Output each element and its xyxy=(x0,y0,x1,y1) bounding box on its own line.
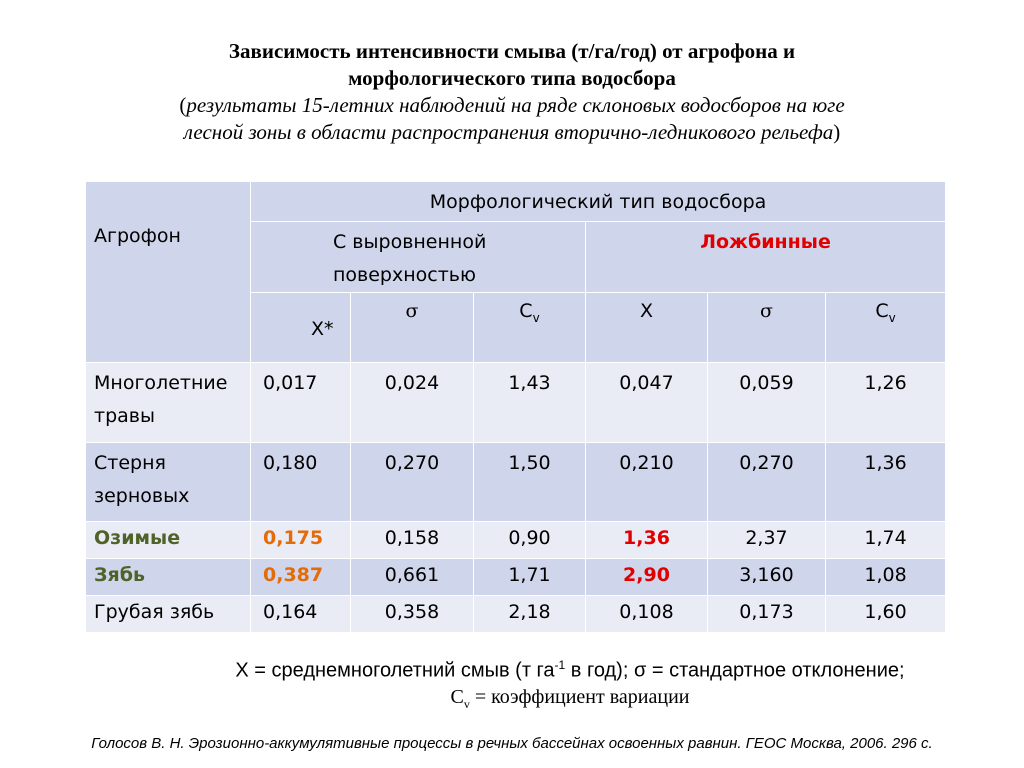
cell: 1,71 xyxy=(474,559,586,596)
subheader-sigma-2: σ xyxy=(708,293,826,363)
cell: 0,164 xyxy=(251,596,351,633)
cell: 0,024 xyxy=(351,363,474,443)
table-row xyxy=(86,522,946,559)
cv-letter: C xyxy=(875,300,889,322)
reference: Голосов В. Н. Эрозионно-аккумулятивные процессы в речных бассейнах освоенных равнин. ГЕОС Москва, 2006. 296 с. xyxy=(91,735,933,752)
subheader-x-star: X* xyxy=(251,293,351,363)
cell: 0,175 xyxy=(251,522,351,559)
cell: 0,210 xyxy=(586,443,708,522)
cell: 2,37 xyxy=(708,522,826,559)
note-cv-text: = коэффициент вариации xyxy=(469,685,690,708)
cell: 0,059 xyxy=(708,363,826,443)
subtitle xyxy=(60,92,964,119)
cell: 2,90 xyxy=(586,559,708,596)
table-row xyxy=(86,596,946,633)
cell: 1,08 xyxy=(826,559,946,596)
morph-type-header: Морфологический тип водосбора xyxy=(251,182,946,222)
subheader-x: X xyxy=(586,293,708,363)
note-line-2 xyxy=(180,684,960,717)
table-row xyxy=(86,363,946,443)
note-superscript: -1 xyxy=(554,658,566,672)
cv-letter: C xyxy=(519,300,533,322)
cell: 0,387 xyxy=(251,559,351,596)
subtitle-line-1: результаты 15-летних наблюдений на ряде склоновых водосборов на юге xyxy=(186,93,845,117)
subtitle-line-2: лесной зоны в области распространения вторично-ледникового рельефа xyxy=(183,120,834,144)
row-label: Грубая зябь xyxy=(86,596,251,633)
row-label: Многолетние травы xyxy=(86,363,251,443)
note-cv-letter: C xyxy=(450,685,464,708)
note-cv-subscript: v xyxy=(463,696,470,711)
cell: 1,74 xyxy=(826,522,946,559)
data-table xyxy=(85,181,946,633)
agrofon-header: Агрофон xyxy=(86,182,251,363)
cell: 1,60 xyxy=(826,596,946,633)
row-label: Стерня зерновых xyxy=(86,443,251,522)
cell: 0,173 xyxy=(708,596,826,633)
paren-close: ) xyxy=(833,120,841,144)
cell: 1,36 xyxy=(586,522,708,559)
cell: 0,047 xyxy=(586,363,708,443)
cell: 0,661 xyxy=(351,559,474,596)
cv-subscript: v xyxy=(888,310,896,325)
paren-open: ( xyxy=(179,93,187,117)
cell: 0,270 xyxy=(351,443,474,522)
table-row xyxy=(86,559,946,596)
table-row xyxy=(86,443,946,522)
note-line-1 xyxy=(180,652,960,684)
cell: 0,270 xyxy=(708,443,826,522)
subheader-cv-2 xyxy=(826,293,946,363)
cell: 2,18 xyxy=(474,596,586,633)
row-label: Зябь xyxy=(86,559,251,596)
note-part-2: в год); σ = стандартное отклонение; xyxy=(565,659,905,682)
group-hollow-header: Ложбинные xyxy=(586,222,946,293)
cell: 1,26 xyxy=(826,363,946,443)
subheader-sigma-1: σ xyxy=(351,293,474,363)
group-flat-header: С выровненной поверхностью xyxy=(251,222,586,293)
title-line-2: морфологического типа водосбора xyxy=(348,66,676,90)
note-part-1: X = среднемноголетний смыв (т га xyxy=(235,659,555,682)
title-line-1: Зависимость интенсивности смыва (т/га/год) от агрофона и xyxy=(228,39,796,63)
cell: 1,36 xyxy=(826,443,946,522)
cv-subscript: v xyxy=(532,310,540,325)
cell: 0,180 xyxy=(251,443,351,522)
row-label: Озимые xyxy=(86,522,251,559)
page-title xyxy=(60,38,964,146)
cell: 1,43 xyxy=(474,363,586,443)
cell: 0,90 xyxy=(474,522,586,559)
cell: 1,50 xyxy=(474,443,586,522)
subtitle-2 xyxy=(60,119,964,146)
cell: 0,108 xyxy=(586,596,708,633)
cell: 0,017 xyxy=(251,363,351,443)
cell: 0,358 xyxy=(351,596,474,633)
subheader-cv-1 xyxy=(474,293,586,363)
legend-note xyxy=(180,652,960,717)
cell: 3,160 xyxy=(708,559,826,596)
cell: 0,158 xyxy=(351,522,474,559)
